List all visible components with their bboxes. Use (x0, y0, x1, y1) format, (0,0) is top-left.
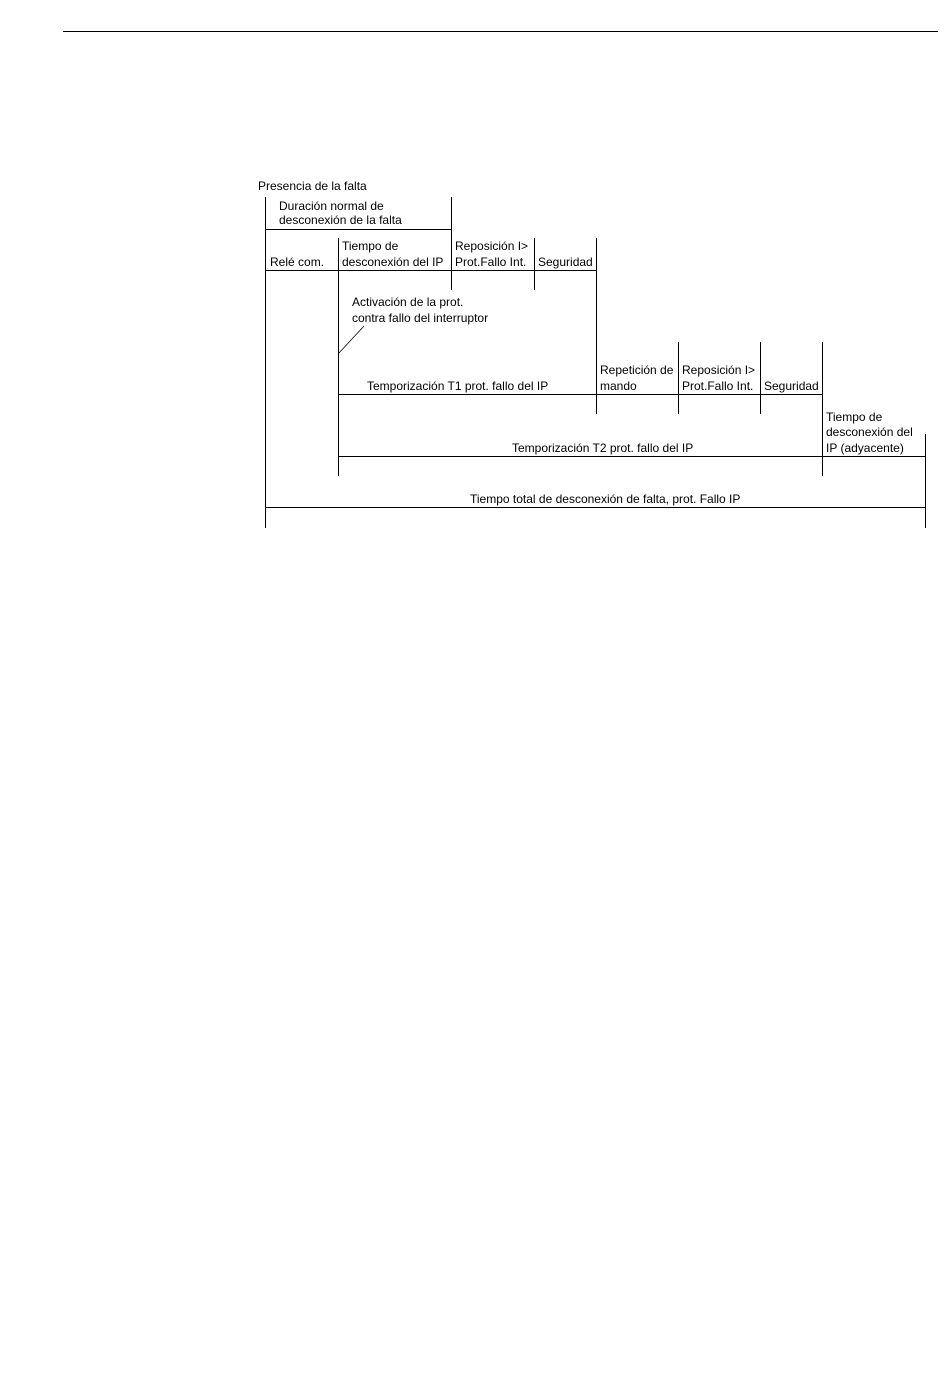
reposicion1-line1: Reposición I> (455, 239, 529, 253)
t2-label: Temporización T2 prot. fallo del IP (512, 441, 694, 455)
tiempo-desconexion-ip-line2: desconexión del IP (342, 255, 444, 269)
adyacente-line1: Tiempo de (826, 410, 883, 424)
adyacente-line2: desconexión del (826, 425, 913, 439)
activation-leader-line (339, 326, 364, 353)
reposicion2-line1: Reposición I> (682, 363, 756, 377)
t1-label: Temporización T1 prot. fallo del IP (367, 379, 549, 393)
seguridad1-label: Seguridad (538, 255, 593, 269)
activacion-line2: contra fallo del interruptor (352, 311, 489, 325)
title-presencia-falta: Presencia de la falta (258, 179, 367, 193)
total-time-label: Tiempo total de desconexión de falta, prot. Fallo IP (470, 492, 741, 506)
seguridad2-label: Seguridad (764, 379, 819, 393)
adyacente-line3: IP (adyacente) (826, 441, 904, 455)
reposicion2-line2: Prot.Fallo Int. (682, 379, 754, 393)
normal-duration-line1: Duración normal de (279, 199, 384, 213)
tiempo-desconexion-ip-line1: Tiempo de (342, 239, 399, 253)
repeticion-line2: mando (600, 379, 637, 393)
normal-duration-line2: desconexión de la falta (279, 213, 402, 227)
reposicion1-line2: Prot.Fallo Int. (455, 255, 527, 269)
activacion-line1: Activación de la prot. (352, 295, 464, 309)
repeticion-line1: Repetición de (600, 363, 674, 377)
rele-com-label: Relé com. (270, 255, 325, 269)
